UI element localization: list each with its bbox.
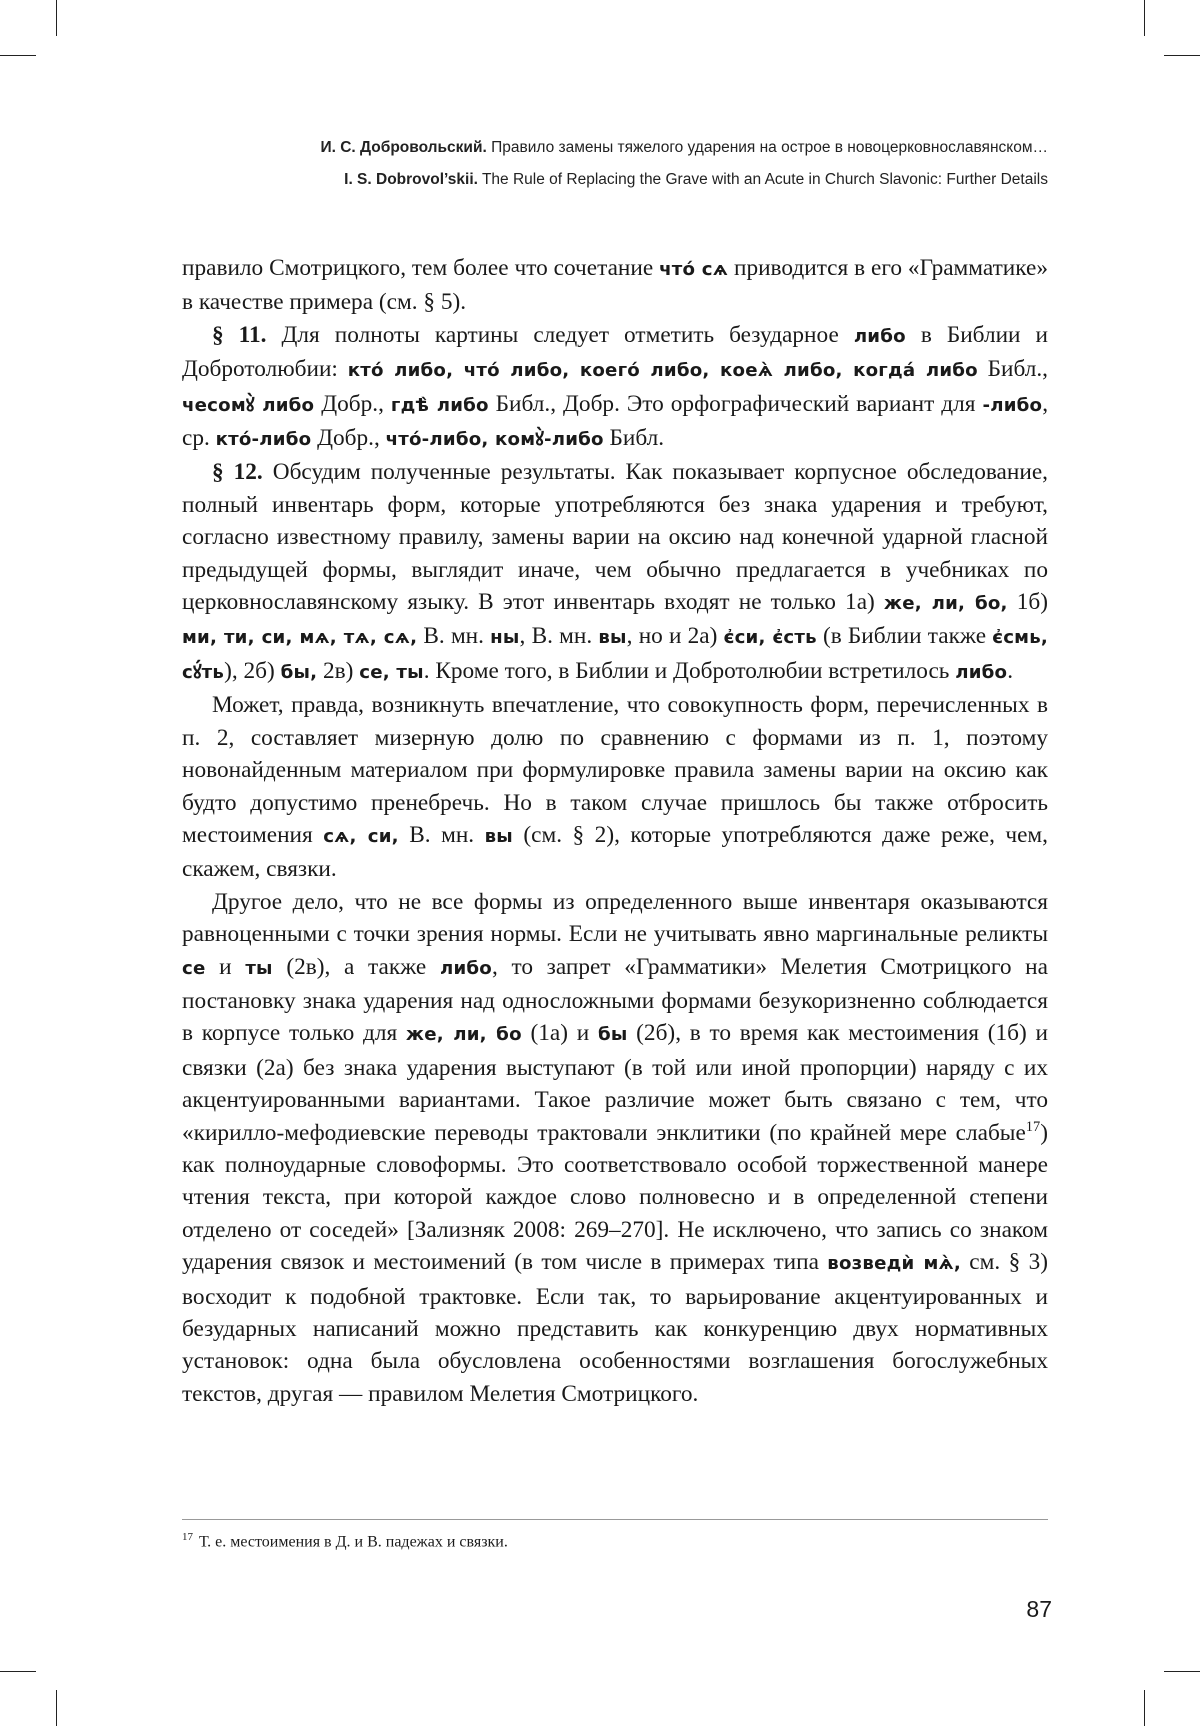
crop-mark xyxy=(1164,55,1200,56)
paragraph xyxy=(182,319,1048,457)
text-run: 1б) xyxy=(1007,589,1048,616)
church-slavonic-example: се, ты xyxy=(359,661,424,683)
crop-mark xyxy=(56,1690,57,1726)
text-run: Обсудим полученные результаты. Как показывает корпусное обследование, полный инвентарь форм, которые употребляются без знака ударения и требуют, согласно известному правилу, замены варии на оксию над конечной ударной гласной предыдущей формы, выглядит иначе, чем обычно предлагается в учебниках по церковнославянскому языку. В этот инвентарь входят не только 1а) xyxy=(182,459,1048,616)
page-number: 87 xyxy=(1026,1596,1052,1622)
church-slavonic-example: либо xyxy=(955,661,1008,683)
text-run: (1а) и xyxy=(521,1020,598,1047)
text-run: Библ. xyxy=(603,425,665,452)
header-en-title: The Rule of Replacing the Grave with an Acute in Church Slavonic: Further Details xyxy=(477,171,1048,188)
church-slavonic-example: что́-либо, комꙋ̀-либо xyxy=(385,429,604,451)
text-run: Добр., xyxy=(314,390,391,417)
text-run: (2в), а также xyxy=(272,953,440,980)
church-slavonic-example: чесомꙋ̀ либо xyxy=(182,394,315,416)
text-run: , то запрет «Грамматики» Мелетия Смотрицкого на постановку знака ударения над односложными формами безукоризненно соблюдается в корпусе только для xyxy=(182,953,1048,1047)
church-slavonic-example: гдѣ̀ либо xyxy=(390,394,489,416)
running-header-en xyxy=(344,171,1048,189)
header-ru-title: Правило замены тяжелого ударения на острое в новоцерковнославянском… xyxy=(486,139,1048,156)
article-body xyxy=(182,252,1048,1410)
text-run: Библ., Добр. Это орфографический вариант для xyxy=(488,390,983,417)
footnote xyxy=(182,1531,508,1551)
church-slavonic-example: ны xyxy=(490,627,520,649)
text-run: , но и 2а) xyxy=(626,623,724,650)
text-run: Библ., xyxy=(977,356,1049,383)
text-run: В. мн. xyxy=(417,623,491,650)
paragraph xyxy=(182,456,1048,689)
church-slavonic-example: є҆смь, сꙋ́ть xyxy=(182,627,1048,683)
text-run: (см. § 2), которые употребляются даже реже, чем, скажем, связки. xyxy=(182,821,1049,883)
church-slavonic-example: сѧ, си, xyxy=(323,825,399,847)
paragraph xyxy=(182,252,1048,319)
church-slavonic-example: либо xyxy=(439,957,492,979)
crop-mark xyxy=(0,55,36,56)
text-run: (в Библии также xyxy=(816,623,993,650)
text-run: . xyxy=(1007,657,1014,684)
running-header-ru xyxy=(320,139,1048,157)
church-slavonic-example: возведѝ мѧ̀, xyxy=(827,1253,961,1275)
church-slavonic-example: же, ли, бо, xyxy=(883,593,1008,615)
header-ru-author: И. С. Добровольский. xyxy=(320,139,487,156)
crop-mark xyxy=(1164,1671,1200,1672)
text-run: , В. мн. xyxy=(519,623,599,650)
section-number: § 11. xyxy=(212,321,267,348)
church-slavonic-example: вы xyxy=(484,825,513,847)
section-number: § 12. xyxy=(212,459,263,486)
text-run: Для полноты картины следует отметить безударное xyxy=(266,321,854,348)
text-run: Добр., xyxy=(311,425,386,452)
text-run: ), 2б) xyxy=(224,657,281,684)
header-en-author: I. S. Dobrovol’skii. xyxy=(344,171,478,188)
text-run: см. § 3) восходит к подобной трактовке. Если так, то варьирование акцентуированных и безударных написаний можно представить как конкуренцию двух нормативных установок: одна была обусловлена особенностями возглашения богослужебных текстов, другая — правилом Мелетия Смотрицкого. xyxy=(182,1249,1048,1407)
text-run: . Кроме того, в Библии и Добротолюбии встретилось xyxy=(423,657,956,684)
text-run: ) как полноударные словоформы. Это соответствовало особой торжественной манере чтения текста, при которой каждое слово полновесно и в определенной степени отделено от соседей» [Зализняк 2008: 269–270]. Не исключено, что запись со знаком ударения связок и местоимений (в том числе в примерах типа xyxy=(182,1119,1048,1276)
text-run: 2в) xyxy=(317,657,360,684)
church-slavonic-example: се xyxy=(182,957,206,979)
text-run: , ср. xyxy=(182,390,1049,452)
church-slavonic-example: -либо xyxy=(982,394,1043,416)
footnote-divider xyxy=(182,1519,1048,1520)
crop-mark xyxy=(0,1671,36,1672)
church-slavonic-example: ты xyxy=(245,957,273,979)
church-slavonic-example: кто́-либо xyxy=(215,429,312,451)
text-run: приводится в его «Грамматике» в качестве примера (см. § 5). xyxy=(182,255,1048,316)
paragraph xyxy=(182,886,1048,1411)
crop-mark xyxy=(1144,1690,1145,1726)
paragraph xyxy=(182,689,1048,885)
church-slavonic-example: є҆си, є҆сть xyxy=(723,627,817,649)
church-slavonic-example: либо xyxy=(853,325,906,347)
crop-mark xyxy=(1144,0,1145,36)
church-slavonic-example: ми, ти, си, мѧ, тѧ, сѧ, xyxy=(182,627,418,649)
footnote-ref[interactable]: 17 xyxy=(1025,1118,1041,1135)
church-slavonic-example: вы xyxy=(598,627,627,649)
footnote-text: Т. е. местоимения в Д. и В. падежах и связки. xyxy=(199,1533,508,1551)
crop-mark xyxy=(56,0,57,36)
text-run: в Библии и Добротолюбии: xyxy=(182,321,1049,383)
text-run: Может, правда, возникнуть впечатление, что совокупность форм, перечисленных в п. 2, составляет мизерную долю по сравнению с формами из п. 1, поэтому новонайденным материалом при формулировке правила замены варии на оксию как будто допустимо пренебречь. Но в таком случае пришлось бы также отбросить местоимения xyxy=(182,692,1048,848)
church-slavonic-example: что́ сѧ xyxy=(659,259,729,280)
text-run: и xyxy=(205,953,246,980)
text-run: Другое дело, что не все формы из определенного выше инвентаря оказываются равноценными с точки зрения нормы. Если не учитывать явно маргинальные реликты xyxy=(182,888,1048,948)
church-slavonic-example: бы, xyxy=(280,661,318,683)
text-run: правило Смотрицкого, тем более что сочетание xyxy=(182,255,660,281)
text-run: В. мн. xyxy=(398,821,485,848)
text-run: (2б), в то время как местоимения (1б) и связки (2а) без знака ударения выступают (в той или иной пропорции) наряду с их акцентуированными вариантами. Такое различие может быть связано с тем, что «кирилло-мефодиевские переводы трактовали энклитики (по крайней мере слабые xyxy=(182,1020,1048,1146)
footnote-number: 17 xyxy=(182,1531,193,1543)
church-slavonic-example: бы xyxy=(597,1024,628,1046)
church-slavonic-example: же, ли, бо xyxy=(405,1024,522,1046)
church-slavonic-example: кто́ либо, что́ либо, коего́ либо, коеѧ̀ либо, когда́ либо xyxy=(347,360,978,382)
